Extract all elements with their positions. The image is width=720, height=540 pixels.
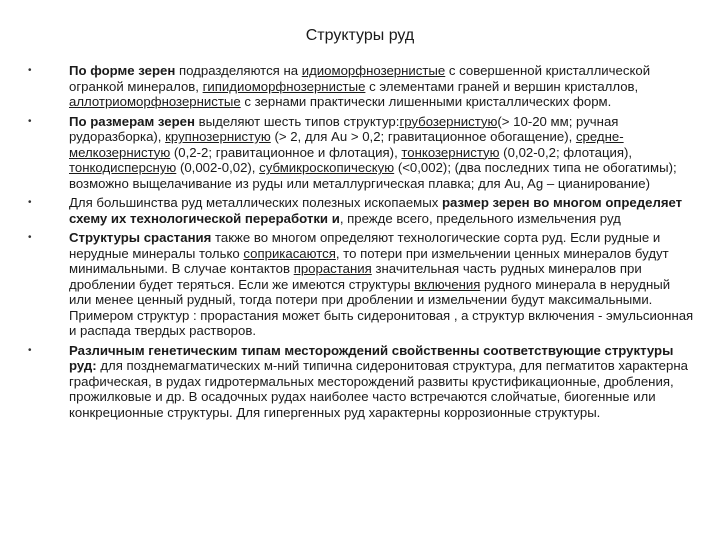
bullet-list: [28, 63, 694, 420]
text-segment: (0,002-0,02),: [176, 160, 260, 175]
underlined-term: прорастания: [293, 261, 372, 276]
text-segment: (> 2, для Au > 0,2; гравитационное обогащение),: [270, 129, 576, 144]
text-segment: с совершенной кристаллической огранкой минералов,: [69, 63, 651, 94]
text-segment: выделяют шесть типов структур:: [194, 113, 400, 129]
text-segment: (> 10-20 мм; ручная рудоразборка),: [69, 113, 619, 144]
underlined-term: крупнозернистую: [165, 129, 271, 144]
underlined-term: субмикроскопическую: [259, 160, 395, 175]
underlined-term: соприкасаются: [243, 245, 336, 261]
bullet-item: [28, 343, 694, 421]
underlined-term: гипидиоморфнозернистые: [202, 78, 366, 94]
bullet-item: [28, 195, 694, 226]
text-segment: для позднемагматических м-ний типична сидеронитовая структура, для пегматитов характерна графическая, в рудах гидротермальных месторождений развиты крустификационные, дробления, прожилковые и др. В осадочных рудах наиболее часто встречаются слойчатые, биогенные или конкреционные структуры. Для гипергенных руд характерны коррозионные структуры.: [69, 358, 688, 420]
underlined-term: средне-мелкозернистую: [69, 129, 624, 160]
bold-text: Структуры срастания: [69, 230, 212, 245]
bold-text: По размерам зерен: [69, 113, 195, 129]
text-segment: , прежде всего, предельного измельчения руд: [339, 210, 621, 226]
text-segment: (0,02-0,2; флотация),: [499, 144, 633, 160]
bold-text: Различным генетическим типам месторождений свойственны соответствующие структуры руд:: [69, 342, 674, 373]
bullet-item: [28, 114, 694, 192]
underlined-term: грубозернистую: [399, 113, 498, 129]
bullet-item: [28, 230, 694, 339]
slide-title: Структуры руд: [305, 27, 415, 44]
text-segment: Для большинства руд металлических полезных ископаемых: [69, 195, 442, 210]
underlined-term: включения: [414, 276, 481, 292]
underlined-term: тонкодисперсную: [69, 160, 177, 175]
text-segment: (0,2-2; гравитационное и флотация),: [170, 144, 402, 160]
text-segment: подразделяются на: [175, 63, 302, 78]
underlined-term: аллотриоморфнозернистые: [69, 94, 241, 109]
bold-text: размер зерен во многом определяет схему их технологической переработки и: [69, 195, 683, 226]
text-segment: значительная часть рудных минералов при дроблении будет теряться. Если же имеются структуры: [69, 261, 642, 292]
text-segment: (<0,002); (два последних типа не обогатимы); возможно выщелачивание из руды или металлургическая плавка; для Au, Ag – цианирование): [69, 160, 677, 191]
bullet-item: [28, 63, 694, 110]
text-segment: с элементами граней и вершин кристаллов,: [365, 78, 639, 94]
text-segment: рудного минерала в нерудный или менее ценный рудный, тогда потери при дроблении и измельчении будут максимальными. Примером структур : прорастания может быть сидеронитовая , а структур включения - эмульсионная и распада твердых растворов.: [69, 276, 694, 338]
underlined-term: тонкозернистую: [401, 144, 500, 160]
bold-text: По форме зерен: [69, 63, 176, 78]
text-segment: с зернами практически лишенными кристаллических форм.: [240, 94, 612, 109]
text-segment: также во многом определяют технологические сорта руд. Если рудные и нерудные минералы только: [69, 230, 661, 261]
underlined-term: идиоморфнозернистые: [301, 63, 446, 78]
text-segment: , то потери при измельчении ценных минералов будут минимальными. В случае контактов: [69, 245, 669, 276]
